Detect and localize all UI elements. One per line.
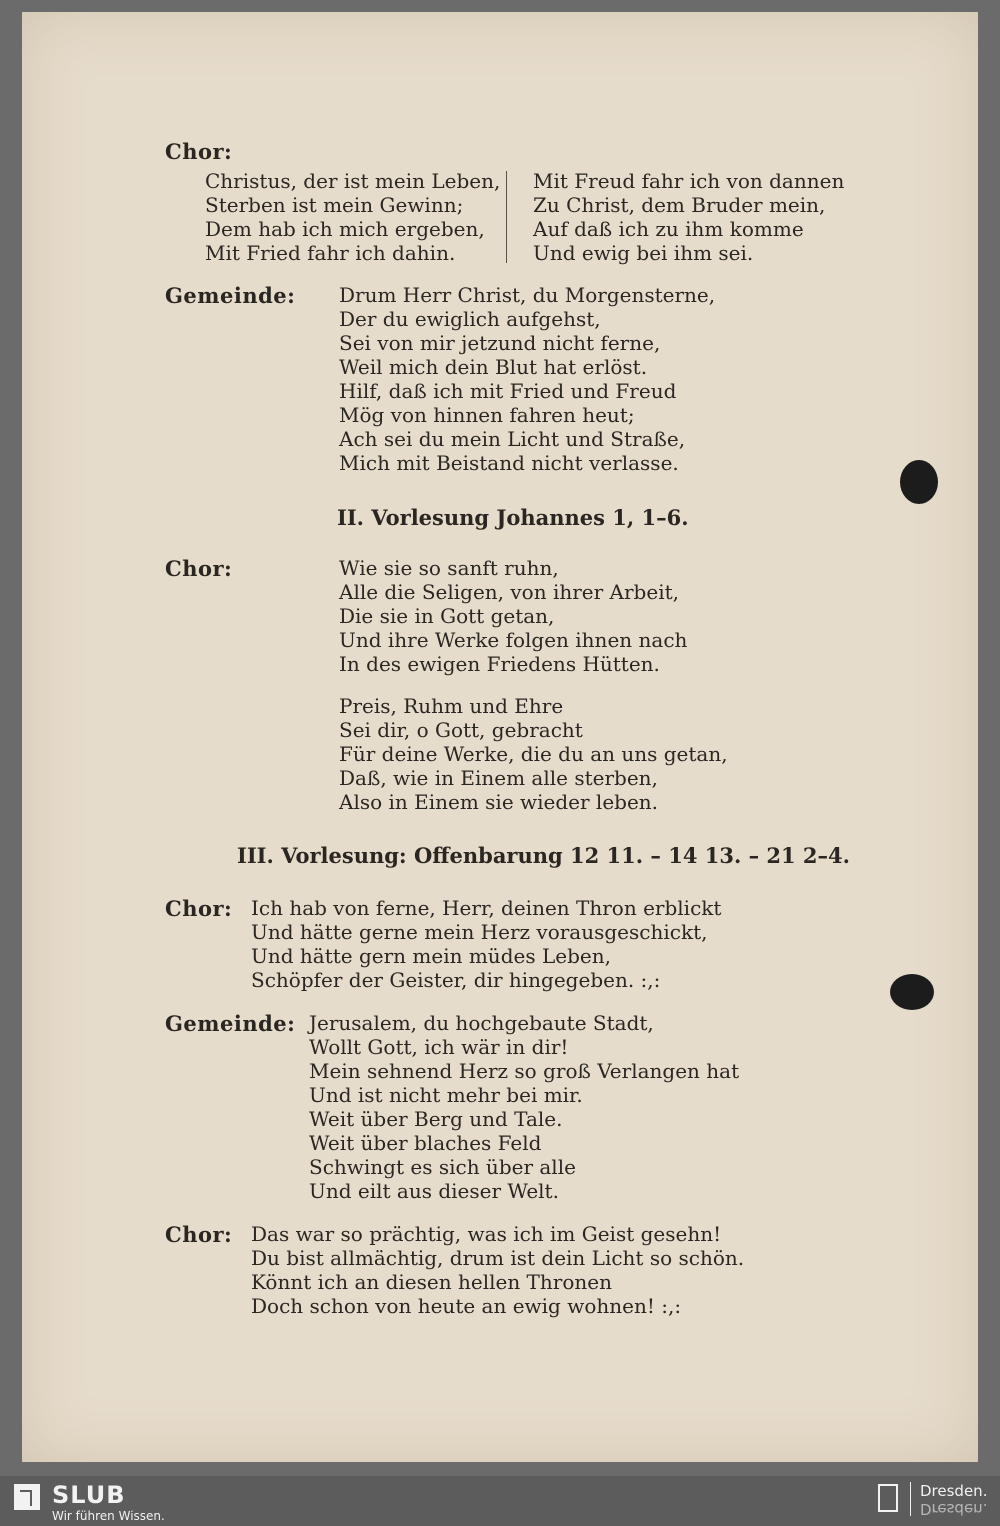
verse-line: Weit über blaches Feld xyxy=(309,1131,542,1155)
slub-logo-icon[interactable] xyxy=(14,1484,40,1510)
verse-line: Weil mich dein Blut hat erlöst. xyxy=(339,355,648,379)
verse-line: Mein sehnend Herz so groß Verlangen hat xyxy=(309,1059,740,1083)
verse-line: Mit Freud fahr ich von dannen xyxy=(533,169,845,193)
verse-line: Sei dir, o Gott, gebracht xyxy=(339,718,583,742)
chor-3-verse xyxy=(251,896,721,992)
verse-line: Ich hab von ferne, Herr, deinen Thron erblickt xyxy=(251,896,722,920)
punch-hole-bottom xyxy=(890,974,934,1010)
heading-reading-2: II. Vorlesung Johannes 1, 1–6. xyxy=(337,505,689,530)
verse-line: Dem hab ich mich ergeben, xyxy=(205,217,485,241)
column-divider xyxy=(506,171,507,263)
verse-line: Mög von hinnen fahren heut; xyxy=(339,403,635,427)
verse-line: Sei von mir jetzund nicht ferne, xyxy=(339,331,661,355)
verse-line: Schwingt es sich über alle xyxy=(309,1155,576,1179)
chor-4-verse xyxy=(251,1222,744,1318)
verse-line: Der du ewiglich aufgehst, xyxy=(339,307,601,331)
verse-line: Hilf, daß ich mit Fried und Freud xyxy=(339,379,677,403)
verse-line: Zu Christ, dem Bruder mein, xyxy=(533,193,826,217)
city-name[interactable]: Dresden. xyxy=(920,1482,988,1500)
verse-line: Das war so prächtig, was ich im Geist gesehn! xyxy=(251,1222,722,1246)
speaker-chor-1: Chor: xyxy=(165,139,233,164)
footer-bar xyxy=(0,1476,1000,1526)
verse-line: Mit Fried fahr ich dahin. xyxy=(205,241,456,265)
verse-line: Also in Einem sie wieder leben. xyxy=(339,790,659,814)
verse-line: Und ewig bei ihm sei. xyxy=(533,241,754,265)
verse-line: Christus, der ist mein Leben, xyxy=(205,169,501,193)
verse-line: Ach sei du mein Licht und Straße, xyxy=(339,427,686,451)
speaker-chor-3: Chor: xyxy=(165,896,233,921)
verse-line: Und eilt aus dieser Welt. xyxy=(309,1179,559,1203)
verse-line: Und ihre Werke folgen ihnen nach xyxy=(339,628,688,652)
verse-line: Die sie in Gott getan, xyxy=(339,604,555,628)
verse-line: Mich mit Beistand nicht verlasse. xyxy=(339,451,679,475)
gemeinde-2-verse xyxy=(309,1011,739,1203)
speaker-chor-4: Chor: xyxy=(165,1222,233,1247)
speaker-gemeinde-2: Gemeinde: xyxy=(165,1011,296,1036)
verse-line: Weit über Berg und Tale. xyxy=(309,1107,563,1131)
verse-line: Preis, Ruhm und Ehre xyxy=(339,694,564,718)
verse-line: Für deine Werke, die du an uns getan, xyxy=(339,742,728,766)
chor-1-left-column xyxy=(205,169,500,265)
verse-line: Drum Herr Christ, du Morgensterne, xyxy=(339,283,716,307)
verse-line: Doch schon von heute an ewig wohnen! :,: xyxy=(251,1294,682,1318)
city-crest-icon xyxy=(878,1484,898,1512)
verse-line: Wie sie so sanft ruhn, xyxy=(339,556,559,580)
verse-line: Du bist allmächtig, drum ist dein Licht so schön. xyxy=(251,1246,745,1270)
verse-line: Und ist nicht mehr bei mir. xyxy=(309,1083,583,1107)
verse-line: Sterben ist mein Gewinn; xyxy=(205,193,464,217)
verse-line: Und hätte gerne mein Herz vorausgeschickt, xyxy=(251,920,708,944)
city-name-reflection: Dresden. xyxy=(920,1500,988,1518)
verse-line: Jerusalem, du hochgebaute Stadt, xyxy=(309,1011,654,1035)
speaker-chor-2: Chor: xyxy=(165,556,233,581)
heading-reading-3: III. Vorlesung: Offenbarung 12 11. – 14 13. – 21 2–4. xyxy=(237,843,850,868)
speaker-gemeinde-1: Gemeinde: xyxy=(165,283,296,308)
verse-line: Schöpfer der Geister, dir hingegeben. :,: xyxy=(251,968,661,992)
chor-2-verse-a xyxy=(339,556,687,676)
chor-2-verse-b xyxy=(339,694,728,814)
gemeinde-1-verse xyxy=(339,283,715,475)
verse-line: Und hätte gern mein müdes Leben, xyxy=(251,944,611,968)
verse-line: Auf daß ich zu ihm komme xyxy=(533,217,804,241)
brand-name[interactable]: SLUB xyxy=(52,1481,126,1509)
footer-divider xyxy=(910,1482,911,1516)
verse-line: Wollt Gott, ich wär in dir! xyxy=(309,1035,569,1059)
verse-line: In des ewigen Friedens Hütten. xyxy=(339,652,660,676)
verse-line: Könnt ich an diesen hellen Thronen xyxy=(251,1270,612,1294)
chor-1-right-column xyxy=(533,169,844,265)
verse-line: Alle die Seligen, von ihrer Arbeit, xyxy=(339,580,679,604)
punch-hole-top xyxy=(900,460,938,504)
verse-line: Daß, wie in Einem alle sterben, xyxy=(339,766,658,790)
brand-tagline: Wir führen Wissen. xyxy=(52,1509,165,1523)
